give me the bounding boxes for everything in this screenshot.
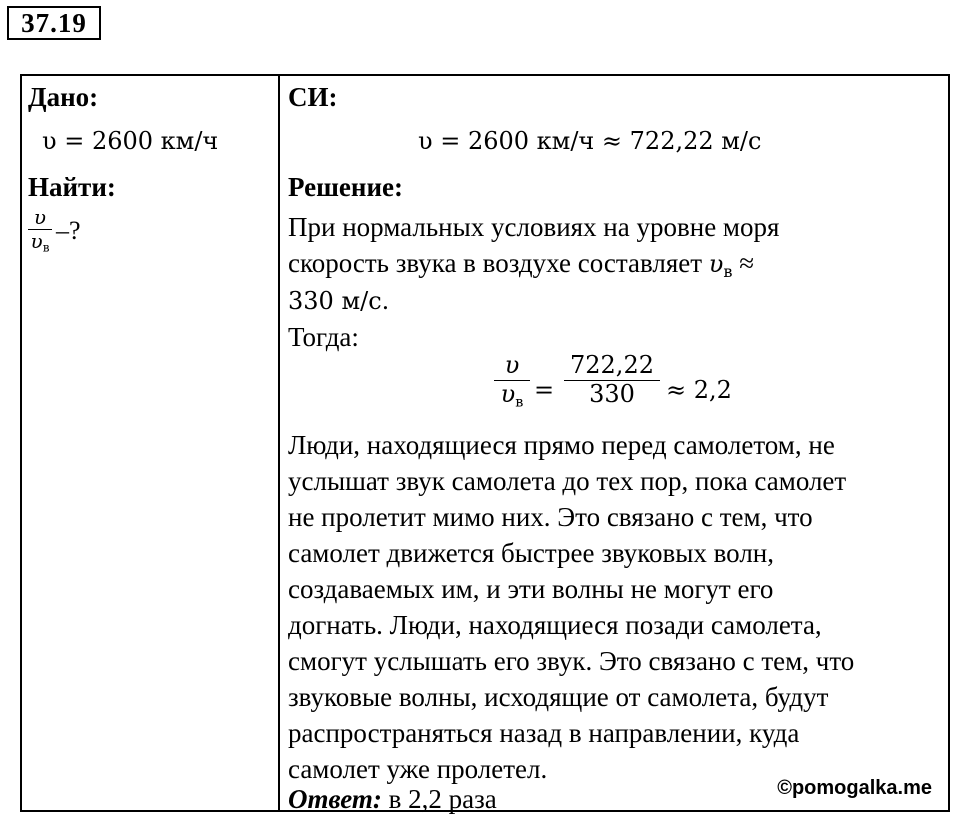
intro-line-3: 330 м/с. — [288, 287, 390, 315]
intro-line-1: При нормальных условиях на уровне моря — [288, 212, 780, 242]
explanation-line-8: звуковые волны, исходящие от самолета, будут — [288, 682, 829, 712]
formula-equals: = — [534, 376, 555, 404]
formula-lhs-numerator: υ — [504, 351, 520, 379]
si-value: υ = 2600 км/ч ≈ 722,22 м/с — [418, 127, 762, 155]
explanation-line-6: догнать. Люди, находящиеся позади самолета, — [288, 610, 822, 640]
find-numerator: υ — [33, 205, 47, 229]
si-heading: СИ: — [288, 82, 338, 112]
solution-table — [20, 74, 950, 812]
intro-line-2: скорость звука в воздухе составляет $\upsilon_в$ ≈ — [288, 248, 755, 281]
formula-lhs-denominator: $\upsilon_в$ — [500, 379, 524, 410]
explanation-line-5: создаваемых им, и эти волны не могут его — [288, 574, 774, 604]
answer-value: в 2,2 раза — [381, 784, 497, 814]
find-suffix: –? — [56, 216, 81, 245]
answer — [288, 782, 497, 816]
explanation-line-4: самолет движется быстрее звуковых волн, — [288, 538, 774, 568]
find-fraction — [28, 206, 52, 255]
watermark: ©pomogalka.me — [777, 777, 932, 799]
formula-rhs — [564, 352, 660, 408]
explanation-line-7: смогут услышать его звук. Это связано с тем, что — [288, 646, 855, 676]
then-label: Тогда: — [288, 322, 359, 352]
explanation-line-1: Люди, находящиеся прямо перед самолетом, не — [288, 430, 835, 460]
given-value: υ = 2600 км/ч — [42, 127, 219, 155]
find-denominator: $\upsilon_в$ — [30, 229, 50, 255]
explanation-line-9: распространяться назад в направлении, куда — [288, 718, 800, 748]
answer-label: Ответ: — [288, 784, 382, 814]
explanation-line-2: услышат звук самолета до тех пор, пока самолет — [288, 466, 847, 496]
solution-heading: Решение: — [288, 172, 403, 202]
formula-result: ≈ 2,2 — [666, 376, 732, 404]
problem-number: 37.19 — [7, 6, 101, 40]
explanation-line-10: самолет уже пролетел. — [288, 754, 548, 784]
given-heading: Дано: — [28, 82, 99, 112]
explanation-line-3: не пролетит мимо них. Это связано с тем, что — [288, 502, 813, 532]
find-heading: Найти: — [28, 172, 116, 202]
column-divider — [278, 76, 280, 810]
formula-rhs-numerator: 722,22 — [570, 351, 654, 379]
formula-rhs-denominator: 330 — [589, 379, 635, 408]
formula-lhs — [494, 352, 530, 410]
